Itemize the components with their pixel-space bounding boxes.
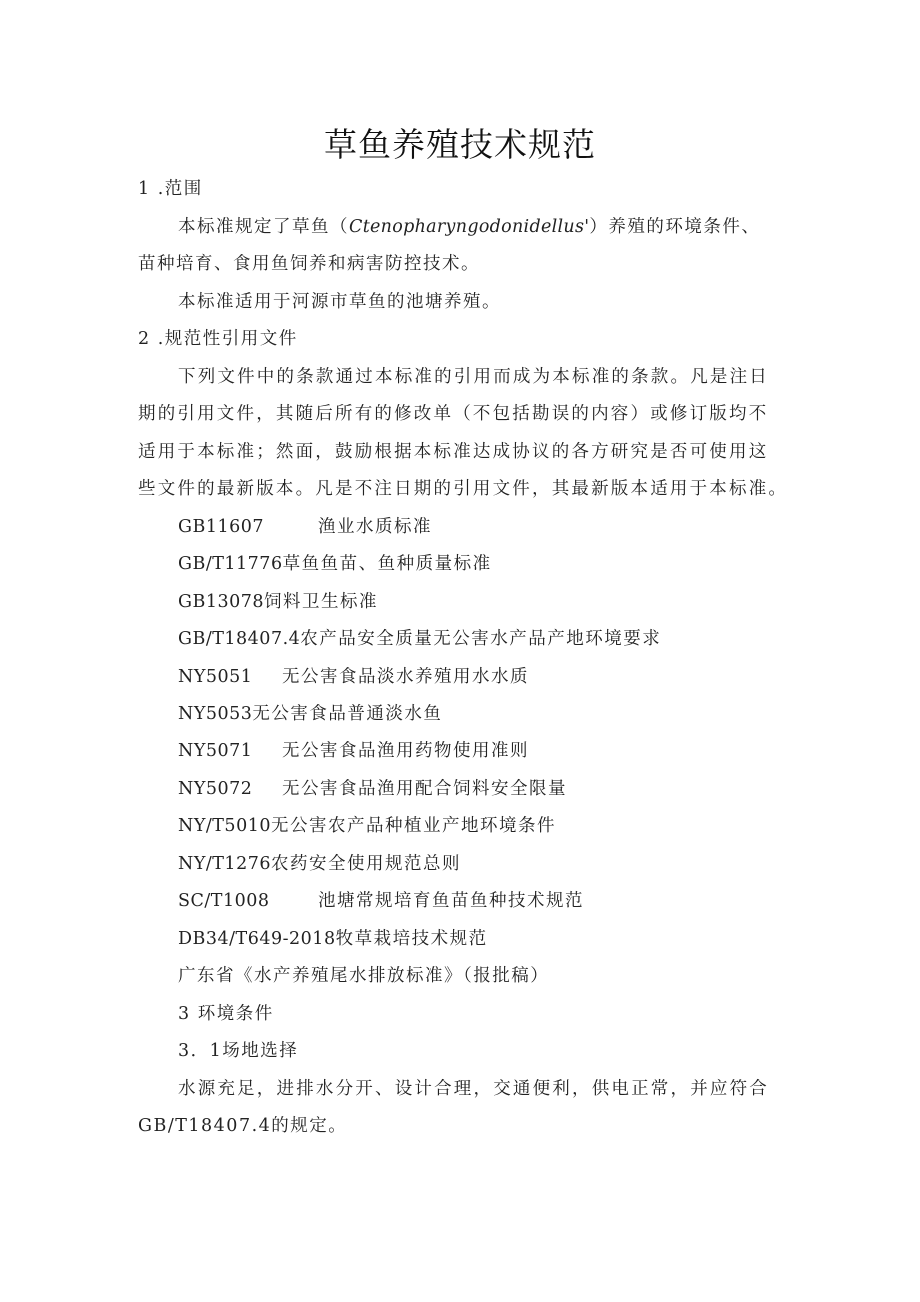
reference-code: DB34/T649-2018	[178, 929, 336, 949]
reference-code: NY5053	[178, 704, 253, 724]
section-3-1-paragraph-line-2: GB/T18407.4的规定。	[138, 1116, 348, 1136]
reference-title: 草鱼鱼苗、鱼种质量标准	[282, 554, 492, 574]
reference-title: 农药安全使用规范总则	[270, 854, 461, 874]
reference-code: SC/T1008	[178, 891, 270, 911]
reference-code: NY5071	[178, 741, 253, 761]
reference-title: 无公害农产品种植业产地环境条件	[270, 816, 556, 836]
text-segment: 本标准规定了草鱼（	[178, 217, 349, 237]
section-1-paragraph-1-line-2: 苗种培育、食用鱼饲养和病害防控技术。	[138, 254, 480, 274]
reference-item	[178, 963, 549, 989]
reference-code: GB/T11776	[178, 554, 283, 574]
reference-item	[178, 551, 492, 577]
section-1-paragraph-1-line-1	[178, 214, 760, 240]
reference-code: NY5051	[178, 667, 253, 687]
section-3-1-heading: 3．1场地选择	[178, 1041, 299, 1061]
section-3-heading: 3 环境条件	[178, 1004, 274, 1024]
reference-code: NY/T1276	[178, 854, 271, 874]
reference-title: 渔业水质标准	[318, 517, 432, 537]
reference-item	[178, 888, 584, 914]
reference-code: NY/T5010	[178, 816, 271, 836]
section-2-paragraph-line-1: 下列文件中的条款通过本标准的引用而成为本标准的条款。凡是注日	[178, 367, 769, 387]
text-segment: ）养殖的环境条件、	[589, 217, 761, 237]
section-1-paragraph-2: 本标准适用于河源市草鱼的池塘养殖。	[178, 292, 501, 312]
reference-item	[178, 776, 567, 802]
reference-title: 无公害食品渔用药物使用准则	[282, 741, 529, 761]
reference-code: GB11607	[178, 517, 265, 537]
reference-item	[178, 851, 461, 877]
section-2-paragraph-line-3: 适用于本标准；然面，鼓励根据本标准达成协议的各方研究是否可使用这	[138, 442, 769, 462]
reference-code: GB/T18407.4	[178, 629, 301, 649]
reference-item	[178, 813, 556, 839]
reference-item	[178, 514, 432, 540]
page-title: 草鱼养殖技术规范	[324, 125, 596, 164]
section-2-paragraph-line-4: 些文件的最新版本。凡是不注日期的引用文件，其最新版本适用于本标准。	[138, 479, 789, 499]
reference-title: 农产品安全质量无公害水产品产地环境要求	[300, 629, 662, 649]
latin-name: Ctenopharyngodonidellus'	[349, 217, 590, 237]
reference-item	[178, 664, 529, 690]
reference-item	[178, 626, 661, 652]
reference-item	[178, 589, 378, 615]
reference-title: 饲料卫生标准	[264, 592, 379, 612]
reference-title: 池塘常规培育鱼苗鱼种技术规范	[318, 891, 584, 911]
reference-title: 牧草栽培技术规范	[335, 929, 488, 949]
section-1-heading: 1 .范围	[138, 179, 203, 199]
reference-item	[178, 926, 488, 952]
reference-item	[178, 738, 529, 764]
reference-title: 无公害食品淡水养殖用水水质	[282, 667, 529, 687]
section-2-paragraph-line-2: 期的引用文件，其随后所有的修改单（不包括勘误的内容）或修订版均不	[138, 404, 769, 424]
reference-code: GB13078	[178, 592, 265, 612]
reference-title: 无公害食品渔用配合饲料安全限量	[282, 779, 567, 799]
section-2-heading: 2 .规范性引用文件	[138, 329, 298, 349]
reference-item	[178, 701, 442, 727]
reference-title: 无公害食品普通淡水鱼	[252, 704, 443, 724]
section-3-1-paragraph-line-1: 水源充足，进排水分开、设计合理，交通便利，供电正常，并应符合	[178, 1079, 769, 1099]
reference-code: NY5072	[178, 779, 253, 799]
reference-title: 广东省《水产养殖尾水排放标准》（报批稿）	[178, 966, 550, 986]
